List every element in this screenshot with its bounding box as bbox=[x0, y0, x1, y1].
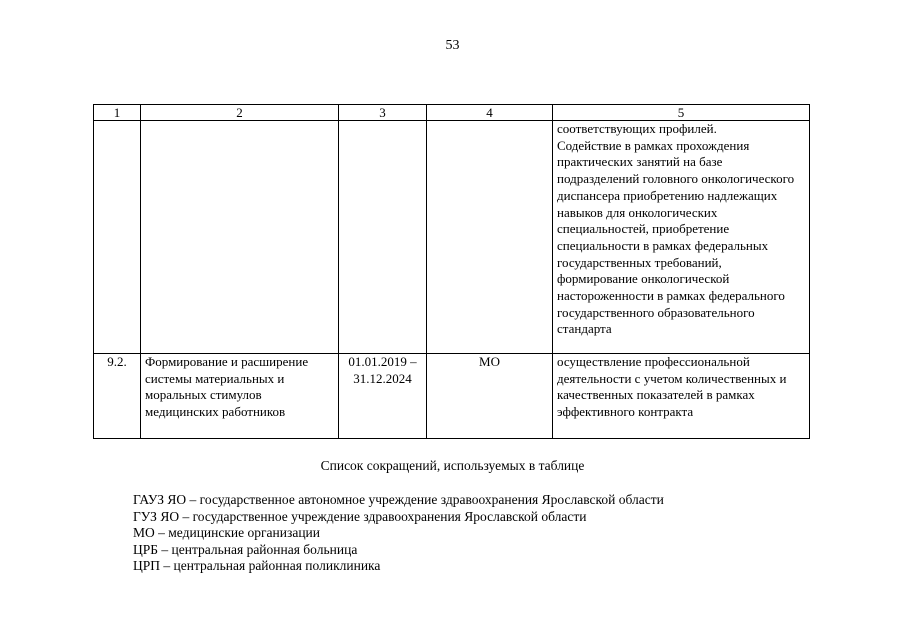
measures-table bbox=[93, 104, 810, 439]
abbreviation-item: ЦРБ – центральная районная больница bbox=[133, 541, 358, 557]
abbreviations-list bbox=[133, 492, 664, 575]
table-cell-number: 9.2. bbox=[94, 354, 141, 439]
table-cell-number bbox=[94, 121, 141, 354]
table-header-cell: 1 bbox=[94, 105, 141, 121]
table-header-cell: 4 bbox=[427, 105, 553, 121]
table-cell-measure bbox=[141, 121, 339, 354]
table-cell-executor: МО bbox=[427, 354, 553, 439]
table-cell-measure: Формирование и расширение системы материальных и моральных стимулов медицинских работников bbox=[141, 354, 339, 439]
page-number: 53 bbox=[445, 38, 460, 53]
table-cell-period bbox=[339, 121, 427, 354]
abbreviation-item: ГУЗ ЯО – государственное учреждение здравоохранения Ярославской области bbox=[133, 508, 587, 524]
table-row bbox=[94, 354, 810, 439]
table-header-cell: 5 bbox=[553, 105, 810, 121]
table-cell-result: соответствующих профилей. Содействие в рамках прохождения практических занятий на базе подразделений головного онкологического диспансера приобретению надлежащих навыков для онкологических специальностей, приобретение специальности в рамках федеральных государственных требований, формирование онкологической настороженности в рамках федерального государственного образовательного стандарта bbox=[553, 121, 810, 354]
table-row bbox=[94, 121, 810, 354]
table-cell-period: 01.01.2019 – 31.12.2024 bbox=[339, 354, 427, 439]
table-header-cell: 2 bbox=[141, 105, 339, 121]
table-cell-result: осуществление профессиональной деятельности с учетом количественных и качественных показателей в рамках эффективного контракта bbox=[553, 354, 810, 439]
abbreviation-item: МО – медицинские организации bbox=[133, 525, 320, 540]
table-header-row bbox=[94, 105, 810, 121]
abbreviation-item: ЦРП – центральная районная поликлиника bbox=[133, 558, 381, 573]
table-cell-executor bbox=[427, 121, 553, 354]
table-header-cell: 3 bbox=[339, 105, 427, 121]
abbreviations-title: Список сокращений, используемых в таблице bbox=[320, 458, 585, 473]
abbreviation-item: ГАУЗ ЯО – государственное автономное учреждение здравоохранения Ярославской области bbox=[133, 492, 664, 507]
